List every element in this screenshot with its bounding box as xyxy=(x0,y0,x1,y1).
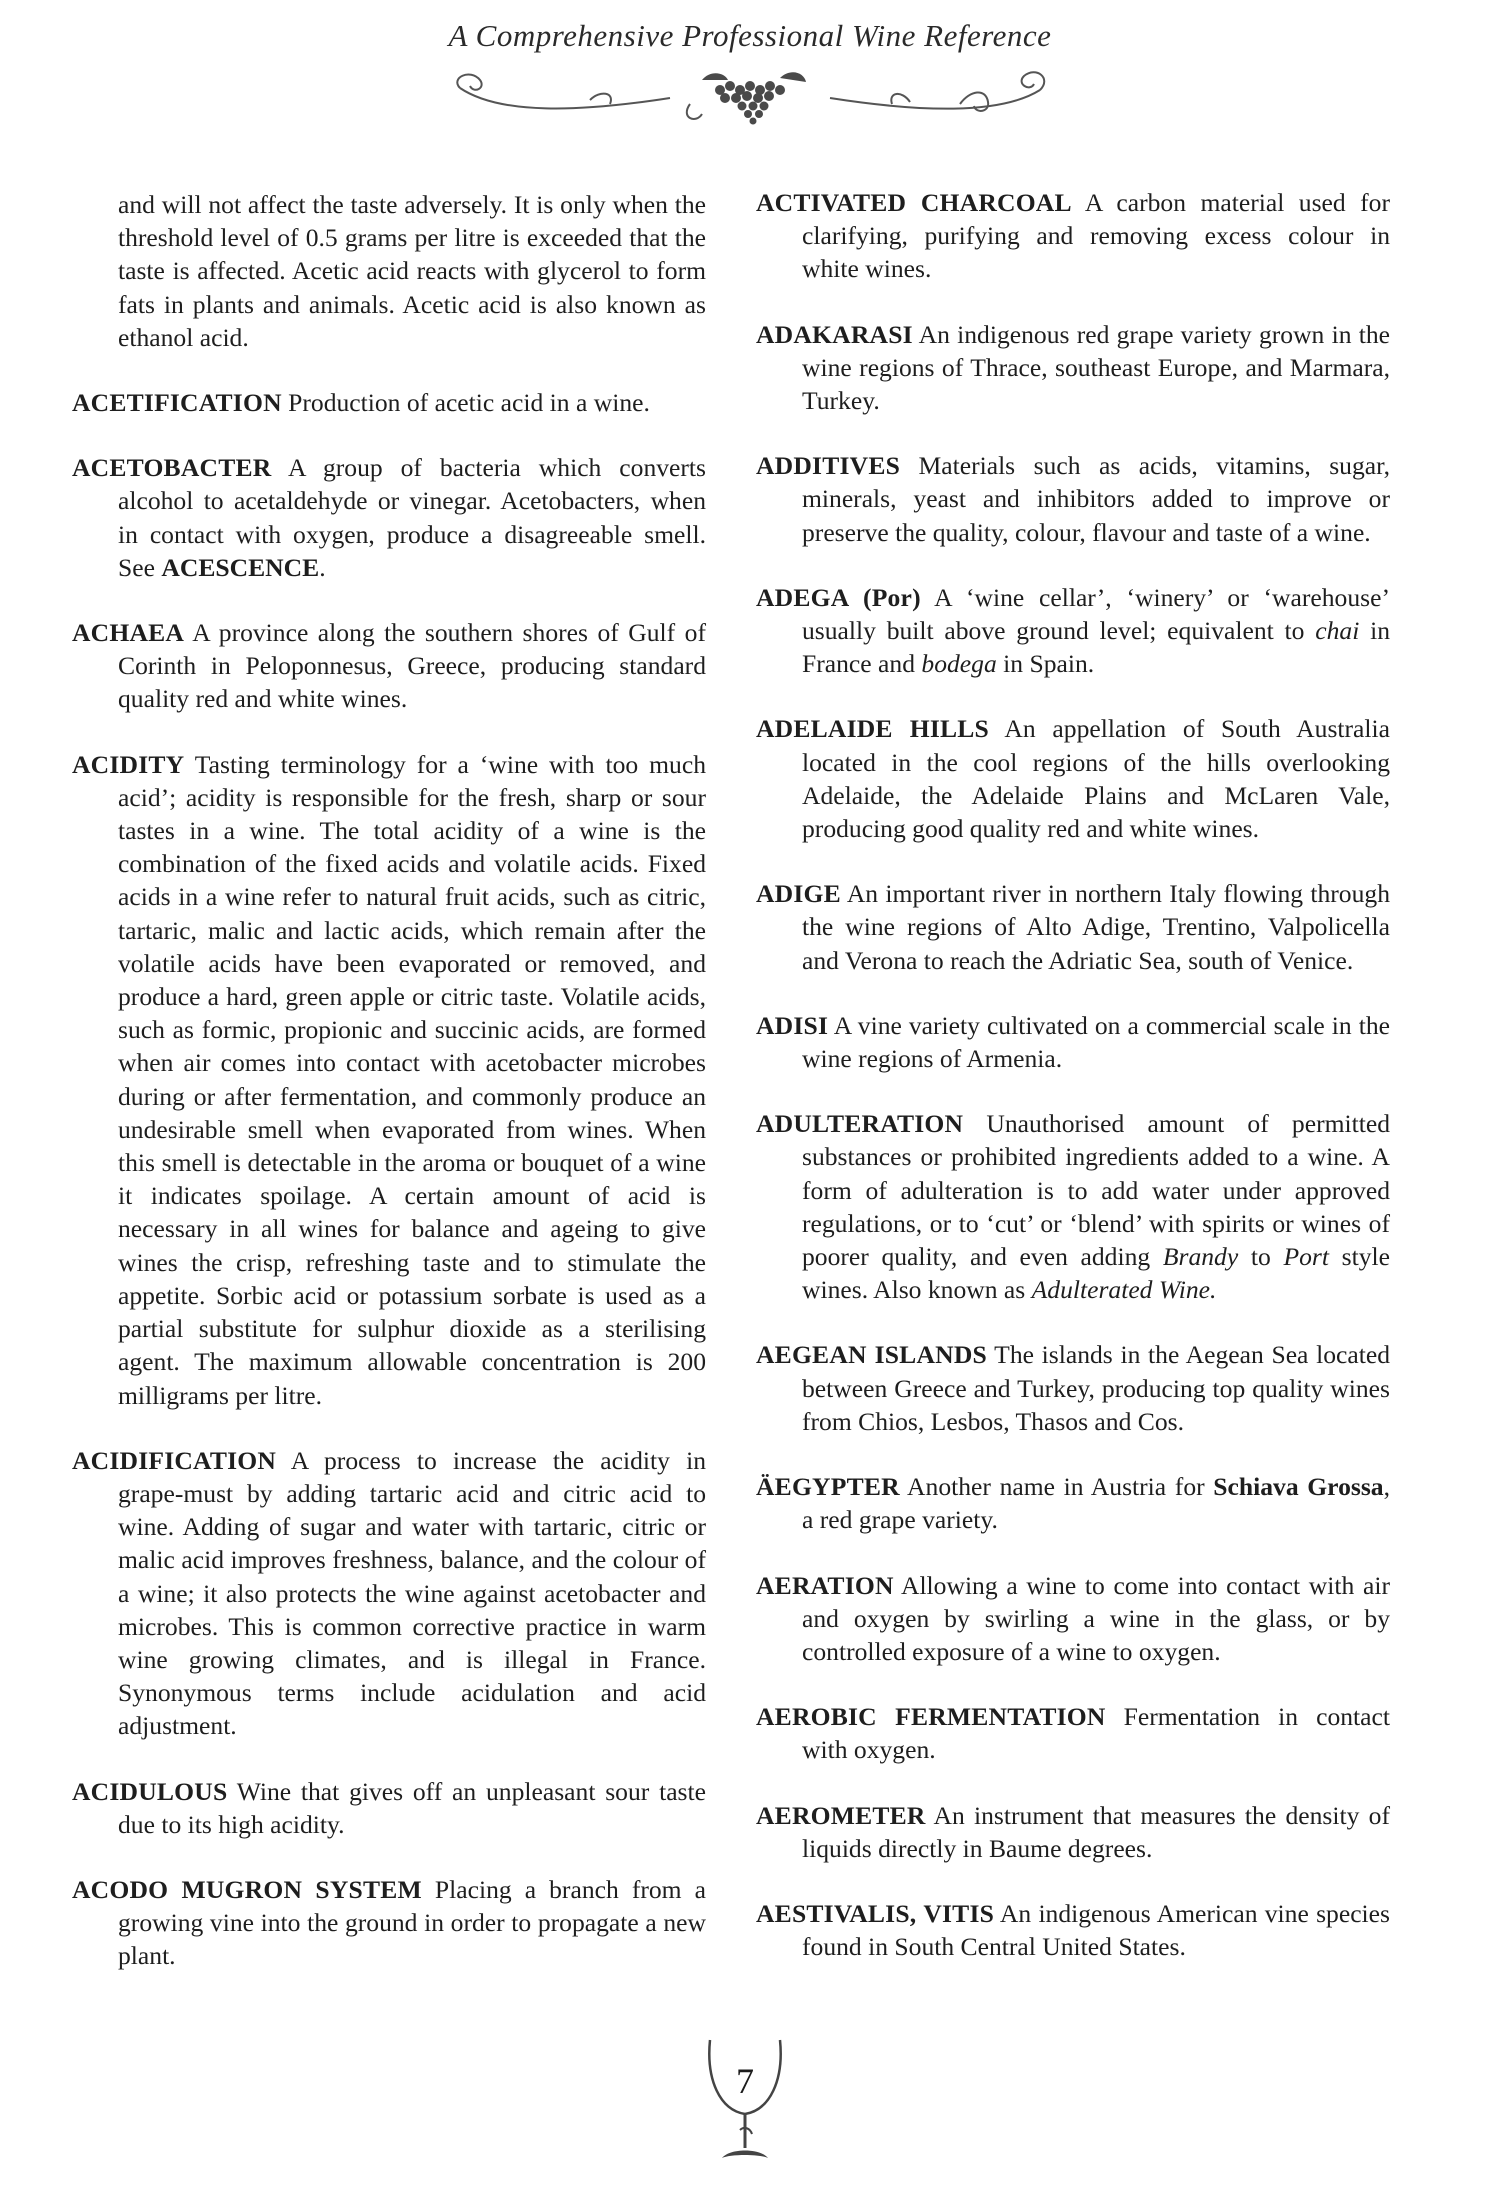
entry-term: AEGEAN ISLANDS xyxy=(756,1340,987,1370)
entry-term: ACIDITY xyxy=(72,749,185,779)
entry-aerometer: AEROMETER An instrument that measures the density of liquids directly in Baume degrees. xyxy=(756,1800,1390,1863)
entry-term: ACTIVATED CHARCOAL xyxy=(756,188,1072,217)
entry-aegypter: ÄEGYPTER Another name in Austria for Schiava Grossa, a red grape variety. xyxy=(756,1472,1391,1535)
entry-adakarasi: ADAKARASI An indigenous red grape variety grown in the wine regions of Thrace, southeast Europe, and Marmara, Turkey. xyxy=(756,319,1390,416)
entry-adige: ADIGE An important river in northern Italy flowing through the wine regions of Alto Adige, Trentino, Valpolicella and Verona to reach the Adriatic Sea, south of Venice. xyxy=(756,879,1390,975)
entry-term: AESTIVALIS, VITIS xyxy=(756,1898,995,1928)
entry-term: ADDITIVES xyxy=(756,451,901,481)
entry-term: AERATION xyxy=(756,1570,894,1600)
entry-continuation: and will not affect the taste adversely. It is only when the threshold level of 0.5 grams per litre is exceeded that the taste is affected. Acetic acid reacts with glycerol to form fats in plants and animals. Acetic acid is also known as ethanol acid. xyxy=(118,190,706,352)
page-number-badge xyxy=(700,2030,790,2180)
entry-term: ÄEGYPTER xyxy=(756,1472,900,1502)
entry-term: ADELAIDE HILLS xyxy=(756,714,989,744)
entry-additives: ADDITIVES Materials such as acids, vitamins, sugar, minerals, yeast and inhibitors added to improve or preserve the quality, colour, flavour and taste of a wine. xyxy=(756,451,1390,547)
entry-adelaide-hills: ADELAIDE HILLS An appellation of South Australia located in the cool regions of the hills overlooking Adelaide, the Adelaide Plains and McLaren Vale, producing good quality red and white wines. xyxy=(756,714,1390,844)
entry-activated-charcoal: ACTIVATED CHARCOAL A carbon material used for clarifying, purifying and removing excess colour in white wines. xyxy=(756,188,1390,284)
entry-term: ACODO MUGRON SYSTEM xyxy=(72,1874,422,1904)
wine-glass-icon xyxy=(700,2030,790,2180)
entry-adulteration: ADULTERATION Unauthorised amount of permitted substances or prohibited ingredients added to a wine. A form of adulteration is to add water under approved regulations, or to ‘cut’ or ‘blend’ with spirits or wines of poorer quality, and even adding Brandy to Port style wines. Also known as Adulterated Wine. xyxy=(756,1109,1390,1305)
entry-term: ACIDULOUS xyxy=(72,1776,228,1806)
entry-acetification: ACETIFICATION Production of acetic acid in a wine. xyxy=(72,388,650,418)
entry-term: ADISI xyxy=(756,1010,829,1040)
entry-term: ACIDIFICATION xyxy=(72,1445,277,1475)
right-column xyxy=(756,186,1390,1995)
entry-aestivalis-vitis: AESTIVALIS, VITIS An indigenous American vine species found in South Central United States. xyxy=(756,1898,1390,1962)
entry-acidification: ACIDIFICATION A process to increase the acidity in grape-must by adding tartaric acid and citric acid to wine. Adding of sugar and water with tartaric, citric or malic acid improves freshness, balance, and the colour of a wine; it also protects the wine against acetobacter and microbes. This is common corrective practice in warm wine growing climates, and is illegal in France. Synonymous terms include acidulation and acid adjustment. xyxy=(72,1445,706,1741)
entry-term: ADEGA (Por) xyxy=(756,582,921,612)
entry-adisi: ADISI A vine variety cultivated on a commercial scale in the wine regions of Armenia. xyxy=(756,1010,1390,1074)
entry-aeration: AERATION Allowing a wine to come into contact with air and oxygen by swirling a wine in the glass, or by controlled exposure of a wine to oxygen. xyxy=(756,1570,1390,1666)
entry-term: ACETIFICATION xyxy=(72,388,282,418)
grapevine-scroll-icon xyxy=(440,60,1060,130)
entry-term: ADAKARASI xyxy=(756,319,913,349)
header-title: A Comprehensive Professional Wine Reference xyxy=(448,18,1052,53)
left-column xyxy=(72,188,706,2005)
cross-reference: Schiava Grossa xyxy=(1213,1472,1384,1502)
entry-term: ADIGE xyxy=(756,879,841,909)
entry-achaea: ACHAEA A province along the southern shores of Gulf of Corinth in Peloponnesus, Greece, producing standard quality red and white wines. xyxy=(72,618,706,714)
entry-term: AEROBIC FERMENTATION xyxy=(756,1702,1106,1732)
entry-adega: ADEGA (Por) A ‘wine cellar’, ‘winery’ or ‘warehouse’ usually built above ground level; equivalent to chai in France and bodega in Spain. xyxy=(756,582,1390,679)
entry-acidulous: ACIDULOUS Wine that gives off an unpleasant sour taste due to its high acidity. xyxy=(72,1776,706,1839)
page-number: 7 xyxy=(736,2061,754,2101)
entry-acidity: ACIDITY Tasting terminology for a ‘wine with too much acid’; acidity is responsible for the fresh, sharp or sour tastes in a wine. The total acidity of a wine is the combination of the fixed acids and volatile acids. Fixed acids in a wine refer to natural fruit acids, such as citric, tartaric, malic and lactic acids, which remain after the volatile acids have been evaporated or removed, and produce a hard, green apple or citric taste. Volatile acids, such as formic, propionic and succinic acids, are formed when air comes into contact with acetobacter microbes during or after fermentation, and commonly produce an undesirable smell when evaporated from wines. When this smell is detectable in the aroma or bouquet of a wine it indicates spoilage. A certain amount of acid is necessary in all wines for balance and ageing to give wines the crisp, refreshing taste and to stimulate the appetite. Sorbic acid or potassium sorbate is used as a partial substitute for sulphur dioxide as a sterilising agent. The maximum allowable concentration is 200 milligrams per litre. xyxy=(72,749,706,1410)
entry-acodo-mugron-system: ACODO MUGRON SYSTEM Placing a branch from a growing vine into the ground in order to propagate a new plant. xyxy=(72,1874,706,1971)
running-header xyxy=(0,18,1500,130)
entry-aegean-islands: AEGEAN ISLANDS The islands in the Aegean Sea located between Greece and Turkey, producing top quality wines from Chios, Lesbos, Thasos and Cos. xyxy=(756,1340,1390,1436)
entry-acetobacter: ACETOBACTER A group of bacteria which converts alcohol to acetaldehyde or vinegar. Acetobacters, when in contact with oxygen, produce a disagreeable smell. See ACESCENCE. xyxy=(72,453,706,582)
entry-term: ACETOBACTER xyxy=(72,453,272,483)
entry-term: ACHAEA xyxy=(72,618,185,648)
cross-reference: ACESCENCE xyxy=(161,552,320,582)
entry-term: ADULTERATION xyxy=(756,1109,964,1139)
entry-term: AEROMETER xyxy=(756,1800,926,1830)
entry-aerobic-fermentation: AEROBIC FERMENTATION Fermentation in contact with oxygen. xyxy=(756,1702,1391,1765)
